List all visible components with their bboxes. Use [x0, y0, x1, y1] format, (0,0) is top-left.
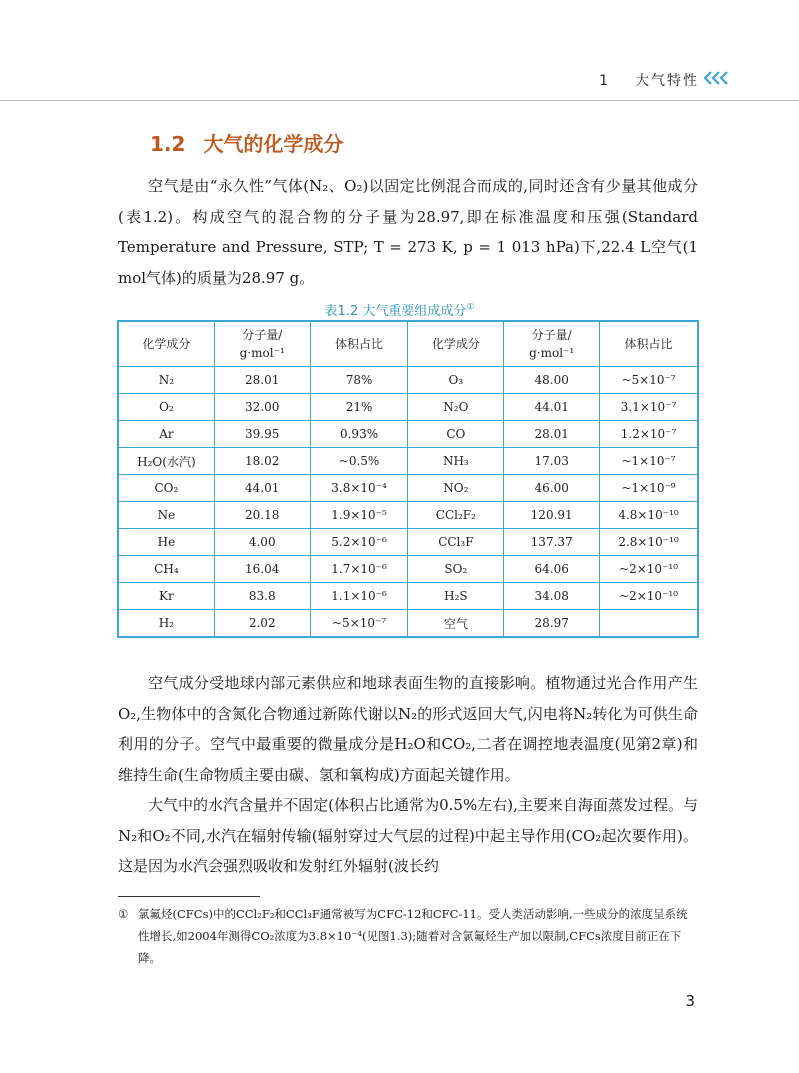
table-row — [119, 475, 698, 502]
table-cell: CH₄ — [119, 556, 215, 583]
table-cell: NO₂ — [408, 475, 504, 502]
double-chevron-left-icon — [703, 71, 731, 85]
table-cell: He — [119, 529, 215, 556]
table-cell: CCl₃F — [408, 529, 504, 556]
table-row — [119, 556, 698, 583]
table-cell: 0.93% — [310, 421, 408, 448]
chapter-number: 1 — [599, 73, 611, 89]
table-cell: H₂ — [119, 610, 215, 637]
table-cell: SO₂ — [408, 556, 504, 583]
page-number: 3 — [685, 992, 695, 1010]
table-row — [119, 448, 698, 475]
table-cell: 2.8×10⁻¹⁰ — [600, 529, 698, 556]
table-cell: CO — [408, 421, 504, 448]
table-cell: 1.2×10⁻⁷ — [600, 421, 698, 448]
table-cell: 48.00 — [504, 367, 600, 394]
body-paragraph-2: 大气中的水汽含量并不固定(体积占比通常为0.5%左右),主要来自海面蒸发过程。与N₂和O₂不同,水汽在辐射传输(辐射穿过大气层的过程)中起主导作用(CO₂起次要作用)。这是因为水汽会强烈吸收和发射红外辐射(波长约 — [118, 796, 698, 875]
table-cell: ~5×10⁻⁷ — [600, 367, 698, 394]
table-cell: ~0.5% — [310, 448, 408, 475]
body-text — [118, 668, 698, 882]
table-header-row — [119, 322, 698, 367]
header-mass-left: 分子量/ g·mol⁻¹ — [214, 322, 310, 367]
table-cell: 28.01 — [214, 367, 310, 394]
table-cell: 64.06 — [504, 556, 600, 583]
footnote-mark: ① — [118, 907, 129, 921]
table-cell: 83.8 — [214, 583, 310, 610]
table-cell: 34.08 — [504, 583, 600, 610]
header-rule — [0, 100, 799, 101]
table-cell: H₂S — [408, 583, 504, 610]
table-cell: 空气 — [408, 610, 504, 637]
table-row — [119, 394, 698, 421]
table-row — [119, 529, 698, 556]
table-cell: Ne — [119, 502, 215, 529]
table-caption — [0, 300, 799, 319]
table-cell: 17.03 — [504, 448, 600, 475]
table-row — [119, 367, 698, 394]
table-cell: 1.1×10⁻⁶ — [310, 583, 408, 610]
table-row — [119, 610, 698, 637]
composition-table — [118, 321, 698, 637]
table-cell: 137.37 — [504, 529, 600, 556]
table-cell: 46.00 — [504, 475, 600, 502]
table-cell: N₂O — [408, 394, 504, 421]
table-cell: 4.00 — [214, 529, 310, 556]
table-cell: 3.8×10⁻⁴ — [310, 475, 408, 502]
table-cell: ~5×10⁻⁷ — [310, 610, 408, 637]
table-cell: 44.01 — [214, 475, 310, 502]
header-mass-right: 分子量/ g·mol⁻¹ — [504, 322, 600, 367]
table-cell: 32.00 — [214, 394, 310, 421]
table-cell — [600, 610, 698, 637]
table-cell: 120.91 — [504, 502, 600, 529]
table-cell: 28.01 — [504, 421, 600, 448]
table-cell: 5.2×10⁻⁶ — [310, 529, 408, 556]
table-cell: H₂O(水汽) — [119, 448, 215, 475]
table-caption-text: 表1.2 大气重要组成成分 — [324, 304, 467, 319]
header-component-right: 化学成分 — [408, 322, 504, 367]
table-cell: NH₃ — [408, 448, 504, 475]
table-cell: 21% — [310, 394, 408, 421]
table-cell: 39.95 — [214, 421, 310, 448]
table-cell: O₃ — [408, 367, 504, 394]
table-caption-note-mark: ① — [466, 302, 475, 313]
table-cell: ~2×10⁻¹⁰ — [600, 583, 698, 610]
table-cell: 1.7×10⁻⁶ — [310, 556, 408, 583]
footnote-text: 氯氟烃(CFCs)中的CCl₂F₂和CCl₃F通常被写为CFC-12和CFC-11。受人类活动影响,一些成分的浓度呈系统性增长,如2004年测得CO₂浓度为3.8×10⁻⁴(见图1.3);随着对含氯氟烃生产加以限制,CFCs浓度目前正在下降。 — [138, 907, 688, 965]
table-cell: 18.02 — [214, 448, 310, 475]
table-cell: 44.01 — [504, 394, 600, 421]
table-cell: 16.04 — [214, 556, 310, 583]
section-heading — [150, 128, 343, 157]
table-body — [119, 367, 698, 637]
table-cell: ~2×10⁻¹⁰ — [600, 556, 698, 583]
table-cell: 1.9×10⁻⁵ — [310, 502, 408, 529]
table-cell: CO₂ — [119, 475, 215, 502]
header-volume-left: 体积占比 — [310, 322, 408, 367]
intro-paragraph-block — [118, 171, 698, 293]
chapter-title: 大气特性 — [635, 73, 699, 89]
table-cell: ~1×10⁻⁹ — [600, 475, 698, 502]
header-volume-right: 体积占比 — [600, 322, 698, 367]
table-cell: O₂ — [119, 394, 215, 421]
table-cell: 3.1×10⁻⁷ — [600, 394, 698, 421]
table-cell: N₂ — [119, 367, 215, 394]
table-cell: 2.02 — [214, 610, 310, 637]
table-cell: 28.97 — [504, 610, 600, 637]
table-row — [119, 502, 698, 529]
table-cell: CCl₂F₂ — [408, 502, 504, 529]
running-head — [599, 70, 699, 90]
table-row — [119, 583, 698, 610]
table-cell: Kr — [119, 583, 215, 610]
section-number: 1.2 — [150, 132, 186, 156]
header-component-left: 化学成分 — [119, 322, 215, 367]
table-cell: 78% — [310, 367, 408, 394]
table-cell: 4.8×10⁻¹⁰ — [600, 502, 698, 529]
table-cell: Ar — [119, 421, 215, 448]
table-row — [119, 421, 698, 448]
intro-paragraph: 空气是由“永久性”气体(N₂、O₂)以固定比例混合而成的,同时还含有少量其他成分(表1.2)。构成空气的混合物的分子量为28.97,即在标准温度和压强(Standard Temperature and Pressure, STP; T = 273 K, p = 1 013 hPa)下,22.4 L空气(1 mol气体)的质量为28.97 g。 — [118, 177, 698, 287]
table-cell: ~1×10⁻⁷ — [600, 448, 698, 475]
table-cell: 20.18 — [214, 502, 310, 529]
footnote — [118, 903, 698, 969]
section-title: 大气的化学成分 — [203, 132, 344, 156]
footnote-rule — [118, 896, 260, 897]
body-paragraph-1: 空气成分受地球内部元素供应和地球表面生物的直接影响。植物通过光合作用产生O₂,生物体中的含氮化合物通过新陈代谢以N₂的形式返回大气,闪电将N₂转化为可供生命利用的分子。空气中最重要的微量成分是H₂O和CO₂,二者在调控地表温度(见第2章)和维持生命(生命物质主要由碳、氢和氧构成)方面起关键作用。 — [118, 674, 698, 784]
